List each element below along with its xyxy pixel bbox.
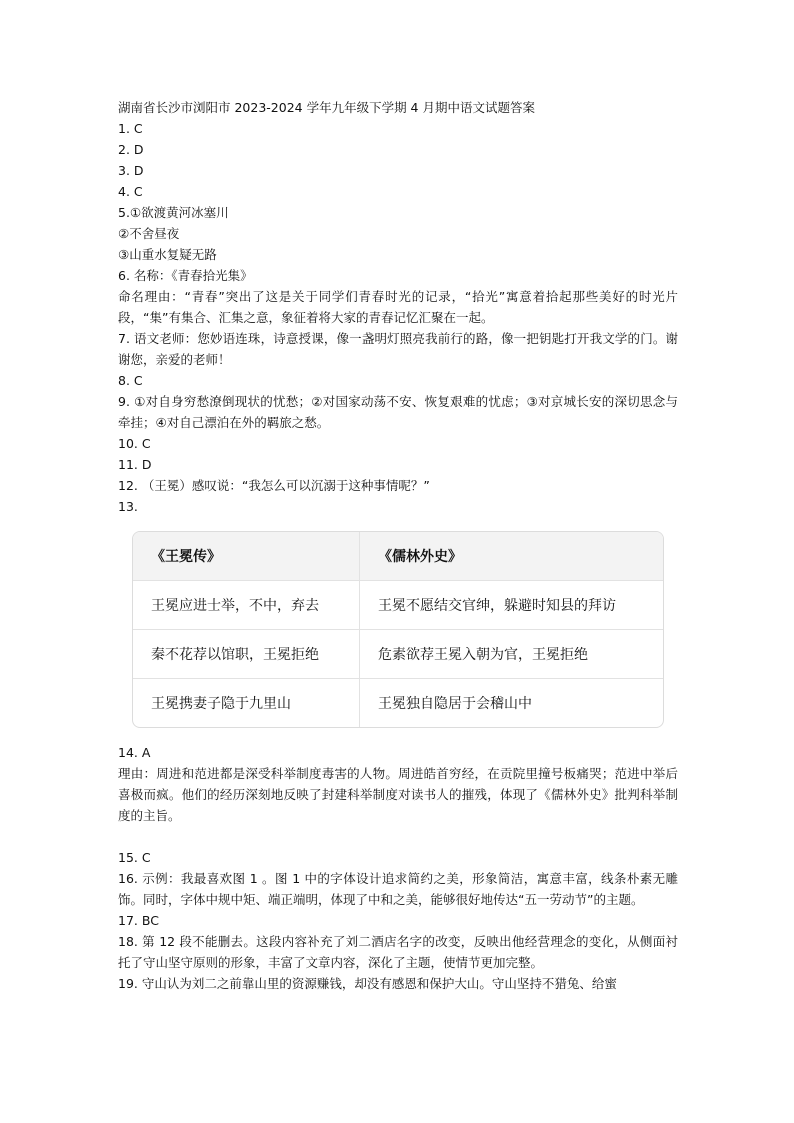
table-cell: 王冕独自隐居于会稽山中 xyxy=(378,696,532,712)
answer-17: 17. BC xyxy=(118,913,159,928)
answer-4: 4. C xyxy=(118,184,143,199)
answer-9: 9. ①对自身穷愁潦倒现状的忧愁；②对国家动荡不安、恢复艰难的忧虑；③对京城长安的深切思念与牵挂；④对自己漂泊在外的羁旅之愁。 xyxy=(118,394,678,430)
answer-11: 11. D xyxy=(118,457,152,472)
answer-19: 19. 守山认为刘二之前靠山里的资源赚钱，却没有感恩和保护大山。守山坚持不猎兔、给蜜 xyxy=(118,976,617,991)
answer-16: 16. 示例：我最喜欢图 1 。图 1 中的字体设计追求简约之美，形象简洁，寓意丰富，线条朴素无雕饰。同时，字体中规中矩、端正端明，体现了中和之美，能够很好地传达“五一劳动节”的主题。 xyxy=(118,871,678,907)
answer-12: 12. （王冕）感叹说：“我怎么可以沉溺于这种事情呢？” xyxy=(118,478,430,493)
answer-7: 7. 语文老师：您妙语连珠，诗意授课，像一盏明灯照亮我前行的路，像一把钥匙打开我文学的门。谢谢您，亲爱的老师！ xyxy=(118,331,678,367)
answer-document xyxy=(118,97,678,994)
answer-5-part2: ②不舍昼夜 xyxy=(118,226,180,241)
table-header-cell: 《王冕传》 xyxy=(133,532,360,581)
answer-14: 14. A xyxy=(118,745,151,760)
table-row xyxy=(133,679,663,728)
comparison-table xyxy=(132,531,664,728)
table-cell: 危素欲荐王冕入朝为官，王冕拒绝 xyxy=(360,630,664,679)
answer-5-part3: ③山重水复疑无路 xyxy=(118,247,217,262)
answer-14-reason: 理由：周进和范进都是深受科举制度毒害的人物。周进皓首穷经，在贡院里撞号板痛哭；范进中举后喜极而疯。他们的经历深刻地反映了封建科举制度对读书人的摧残，体现了《儒林外史》批判科举制度的主旨。 xyxy=(118,766,678,823)
answer-5: 5.①欲渡黄河冰塞川 xyxy=(118,205,229,220)
table-cell: 秦不花荐以馆职，王冕拒绝 xyxy=(133,630,360,679)
answer-2: 2. D xyxy=(118,142,144,157)
answer-10: 10. C xyxy=(118,436,151,451)
answer-1: 1. C xyxy=(118,121,143,136)
table-row xyxy=(133,581,663,630)
table-row xyxy=(133,630,663,679)
answer-13: 13. xyxy=(118,499,138,514)
table-cell: 王冕应进士举，不中，弃去 xyxy=(133,581,360,630)
document-title: 湖南省长沙市浏阳市 2023-2024 学年九年级下学期 4 月期中语文试题答案 xyxy=(118,100,535,115)
answer-8: 8. C xyxy=(118,373,143,388)
answer-15: 15. C xyxy=(118,850,151,865)
answer-6-reason: 命名理由：“青春”突出了这是关于同学们青春时光的记录，“拾光”寓意着拾起那些美好的时光片段，“集”有集合、汇集之意，象征着将大家的青春记忆汇聚在一起。 xyxy=(118,289,678,325)
answer-18: 18. 第 12 段不能删去。这段内容补充了刘二酒店名字的改变，反映出他经营理念的变化，从侧面衬托了守山坚守原则的形象，丰富了文章内容，深化了主题，使情节更加完整。 xyxy=(118,934,678,970)
answer-3: 3. D xyxy=(118,163,144,178)
table-header-cell: 《儒林外史》 xyxy=(360,532,664,581)
blank-line xyxy=(118,826,678,847)
table-cell: 王冕携妻子隐于九里山 xyxy=(133,679,360,728)
answer-6: 6. 名称：《青春拾光集》 xyxy=(118,268,253,283)
table-cell: 王冕不愿结交官绅，躲避时知县的拜访 xyxy=(360,581,664,630)
table-header-row xyxy=(133,532,663,581)
